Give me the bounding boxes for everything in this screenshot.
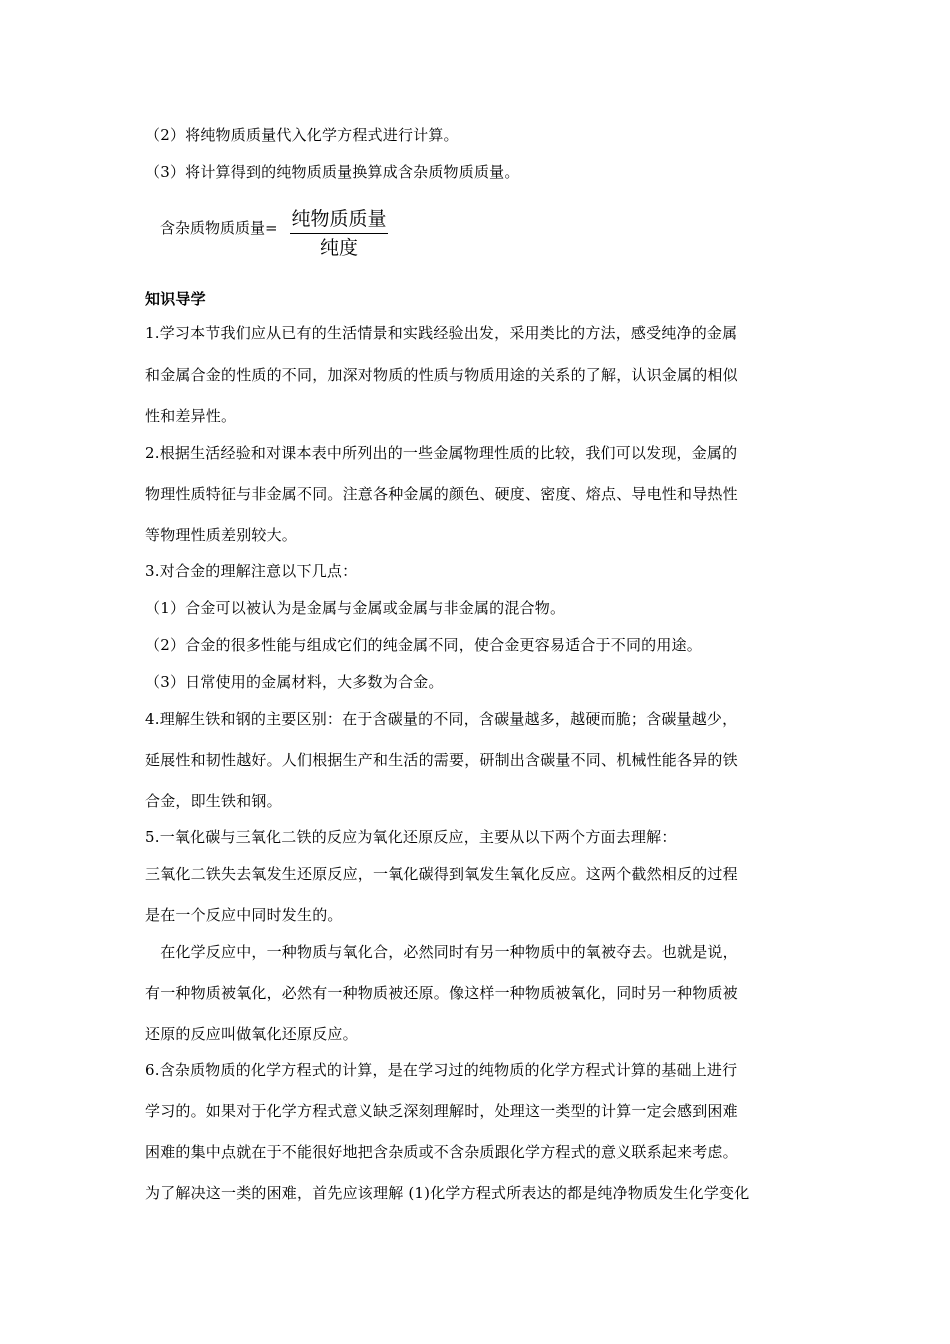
body-line: 3.对合金的理解注意以下几点：: [145, 562, 358, 580]
body-line: （1）合金可以被认为是金属与金属或金属与非金属的混合物。: [145, 599, 566, 617]
section-title: 知识导学: [145, 290, 206, 308]
body-line: 延展性和韧性越好。人们根据生产和生活的需要，研制出含碳量不同、机械性能各异的铁: [145, 751, 738, 769]
formula-fraction: [290, 207, 388, 259]
body-line: 2.根据生活经验和对课本表中所列出的一些金属物理性质的比较，我们可以发现，金属的: [145, 444, 738, 462]
formula-denominator: 纯度: [319, 237, 358, 259]
body-line: 三氧化二铁失去氧发生还原反应，一氧化碳得到氧发生氧化反应。这两个截然相反的过程: [145, 865, 738, 883]
body-line: 性和差异性。: [145, 407, 237, 425]
body-line: 合金，即生铁和钢。: [145, 792, 282, 810]
body-line: 4.理解生铁和钢的主要区别：在于含碳量的不同，含碳量越多，越硬而脆；含碳量越少，: [145, 710, 738, 728]
body-line: 是在一个反应中同时发生的。: [145, 906, 343, 924]
body-line: 和金属合金的性质的不同，加深对物质的性质与物质用途的关系的了解，认识金属的相似: [145, 366, 738, 384]
body-line: 1.学习本节我们应从已有的生活情景和实践经验出发，采用类比的方法，感受纯净的金属: [145, 324, 738, 342]
body-line: 学习的。如果对于化学方程式意义缺乏深刻理解时，处理这一类型的计算一定会感到困难: [145, 1102, 738, 1120]
body-line: 物理性质特征与非金属不同。注意各种金属的颜色、硬度、密度、熔点、导电性和导热性: [145, 485, 738, 503]
body-line: 困难的集中点就在于不能很好地把含杂质或不含杂质跟化学方程式的意义联系起来考虑。: [145, 1143, 738, 1161]
body-line: （3）日常使用的金属材料，大多数为合金。: [145, 673, 444, 691]
body-line: 6.含杂质物质的化学方程式的计算，是在学习过的纯物质的化学方程式计算的基础上进行: [145, 1061, 738, 1079]
body-line: 等物理性质差别较大。: [145, 526, 298, 544]
formula-numerator: 纯物质质量: [291, 208, 387, 230]
formula-left-side: 含杂质物质质量=: [160, 219, 278, 237]
step-2-line: （2）将纯物质质量代入化学方程式进行计算。: [145, 126, 459, 144]
body-line: 还原的反应叫做氧化还原反应。: [145, 1025, 358, 1043]
body-line: （2）合金的很多性能与组成它们的纯金属不同，使合金更容易适合于不同的用途。: [145, 636, 702, 654]
body-line: 为了解决这一类的困难，首先应该理解 (1)化学方程式所表达的都是纯净物质发生化学变化: [145, 1184, 750, 1202]
body-line: 有一种物质被氧化，必然有一种物质被还原。像这样一种物质被氧化，同时另一种物质被: [145, 984, 738, 1002]
fraction-bar: [290, 233, 388, 234]
step-3-line: （3）将计算得到的纯物质质量换算成含杂质物质质量。: [145, 163, 520, 181]
body-line: 5.一氧化碳与三氧化二铁的反应为氧化还原反应，主要从以下两个方面去理解：: [145, 828, 677, 846]
body-line: 在化学反应中，一种物质与氧化合，必然同时有另一种物质中的氧被夺去。也就是说，: [145, 943, 738, 961]
